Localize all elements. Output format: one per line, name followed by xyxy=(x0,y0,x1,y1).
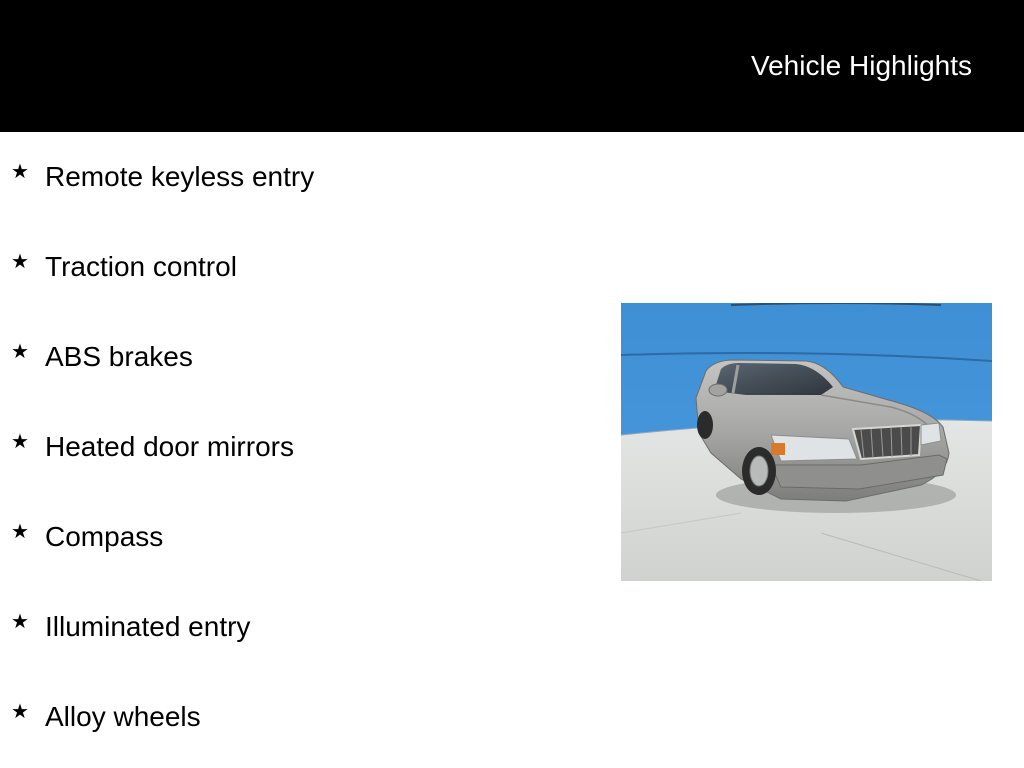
feature-label: Traction control xyxy=(45,251,237,282)
star-icon: ★ xyxy=(11,161,29,183)
list-item xyxy=(0,510,560,600)
list-item xyxy=(0,600,560,690)
star-icon: ★ xyxy=(11,341,29,363)
vehicle-photo-illustration xyxy=(621,303,992,581)
feature-label: ABS brakes xyxy=(45,341,193,372)
list-item xyxy=(0,330,560,420)
star-icon: ★ xyxy=(11,701,29,723)
feature-label: Remote keyless entry xyxy=(45,161,315,192)
feature-label: Heated door mirrors xyxy=(45,431,294,462)
vehicle-photo xyxy=(621,303,992,581)
header-bar xyxy=(0,0,1024,132)
list-item xyxy=(0,240,560,330)
feature-label: Alloy wheels xyxy=(45,701,201,732)
feature-label: Illuminated entry xyxy=(45,611,251,642)
feature-list xyxy=(0,150,560,768)
star-icon: ★ xyxy=(11,521,29,543)
page-title: Vehicle Highlights xyxy=(750,50,972,81)
list-item xyxy=(0,690,560,768)
feature-label: Compass xyxy=(45,521,164,552)
list-item xyxy=(0,150,560,240)
list-item xyxy=(0,420,560,510)
star-icon: ★ xyxy=(11,251,29,273)
star-icon: ★ xyxy=(11,611,29,633)
star-icon: ★ xyxy=(11,431,29,453)
